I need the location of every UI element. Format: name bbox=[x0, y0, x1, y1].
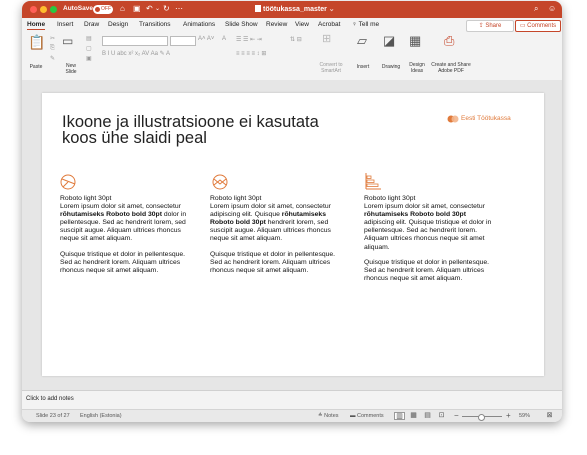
text-column-3[interactable] bbox=[364, 195, 496, 290]
body-text: Roboto light 30pt bbox=[60, 195, 112, 202]
zoom-level[interactable]: 59% bbox=[519, 413, 531, 419]
section-icon[interactable]: ▣ bbox=[86, 56, 92, 62]
zoom-window-button[interactable] bbox=[50, 6, 57, 13]
zoom-in-button[interactable]: + bbox=[506, 411, 511, 420]
slide-sorter-button[interactable]: ▦ bbox=[410, 412, 417, 419]
tab-design[interactable]: Design bbox=[108, 21, 129, 28]
autosave-label: AutoSave bbox=[63, 5, 93, 12]
redo-icon[interactable]: ↻ bbox=[163, 4, 170, 13]
tab-draw[interactable]: Draw bbox=[84, 21, 100, 28]
notes-placeholder[interactable]: Click to add notes bbox=[26, 396, 74, 402]
tab-home[interactable]: Home bbox=[27, 21, 46, 28]
paste-label: Paste bbox=[29, 64, 43, 70]
convert-smartart-label: Convert to SmartArt bbox=[319, 62, 343, 74]
comment-icon: ▬ bbox=[350, 413, 356, 419]
tab-review[interactable]: Review bbox=[266, 21, 288, 28]
tell-me-label: Tell me bbox=[358, 21, 380, 28]
body-text: Lorem ipsum dolor sit amet, consectetur adipiscing elit. Quisque bbox=[210, 203, 331, 219]
share-button[interactable] bbox=[466, 20, 514, 32]
brand-name: Eesti Töötukassa bbox=[461, 115, 511, 122]
font-name-box[interactable] bbox=[102, 36, 168, 46]
ribbon-home bbox=[22, 32, 562, 81]
share-label: Share bbox=[485, 23, 502, 29]
col-paragraph-2: Quisque tristique et dolor in pellentesque. Sed ac hendrerit lorem. Aliquam ultrices rhoncus neque sit amet aliquam. bbox=[60, 250, 186, 274]
comments-button[interactable] bbox=[515, 20, 561, 32]
col-paragraph-1 bbox=[364, 195, 496, 252]
home-icon[interactable]: ⌂ bbox=[120, 4, 125, 13]
smartart-icon[interactable]: ⊞ bbox=[322, 33, 332, 45]
autosave-toggle[interactable]: OFF bbox=[93, 5, 113, 14]
body-text: Lorem ipsum dolor sit amet, consectetur bbox=[364, 203, 485, 211]
powerpoint-window bbox=[22, 1, 562, 422]
emphasis-text: rõhutamiseks Roboto bold 30pt bbox=[210, 211, 326, 227]
emphasis-text: rõhutamiseks Roboto bold 30pt bbox=[60, 211, 162, 219]
emphasis-text: rõhutamiseks Roboto bold 30pt bbox=[364, 211, 466, 219]
new-slide-icon[interactable]: ▭ bbox=[62, 34, 74, 48]
body-text: Roboto light 30pt bbox=[210, 195, 262, 202]
col-paragraph-1 bbox=[60, 195, 188, 244]
fit-to-window-button[interactable]: ⊠ bbox=[546, 412, 553, 419]
undo-dropdown-icon[interactable]: ⌄ bbox=[155, 6, 161, 12]
close-window-button[interactable] bbox=[30, 6, 37, 13]
zoom-out-button[interactable]: − bbox=[454, 411, 459, 420]
shapes-icon[interactable]: ▱ bbox=[357, 33, 367, 48]
tab-view[interactable]: View bbox=[295, 21, 309, 28]
notes-toggle[interactable] bbox=[318, 413, 339, 419]
copy-icon[interactable]: ⎘ bbox=[50, 45, 55, 51]
layout-icon[interactable]: ▤ bbox=[86, 36, 92, 42]
lightbulb-icon: ♀ bbox=[352, 21, 357, 28]
reset-icon[interactable]: ▢ bbox=[86, 46, 92, 52]
slide[interactable] bbox=[42, 93, 544, 376]
cut-icon[interactable]: ✂ bbox=[50, 36, 56, 42]
comments-toggle-label: Comments bbox=[357, 413, 384, 419]
notes-pane[interactable] bbox=[22, 390, 562, 410]
account-icon[interactable]: ☺ bbox=[548, 4, 557, 13]
pie-chart-icon bbox=[60, 174, 78, 190]
insert-label: Insert bbox=[356, 64, 370, 70]
zoom-slider-knob[interactable] bbox=[478, 414, 485, 421]
design-ideas-label: Design Ideas bbox=[409, 62, 425, 74]
drawing-icon[interactable]: ◪ bbox=[383, 33, 396, 48]
font-size-buttons-icon[interactable]: A˄ A˅ bbox=[198, 36, 215, 42]
tell-me[interactable] bbox=[352, 21, 379, 28]
text-direction-icon[interactable]: ⇅ ⊟ bbox=[290, 37, 302, 43]
status-bar bbox=[22, 409, 562, 422]
text-column-2[interactable] bbox=[210, 195, 338, 282]
drawing-label: Drawing bbox=[381, 64, 401, 70]
language-indicator[interactable]: English (Estonia) bbox=[80, 413, 122, 419]
brand-mark-icon bbox=[447, 113, 459, 125]
comments-toggle[interactable] bbox=[350, 413, 384, 419]
body-text: dolor in pellentesque. Sed ac hendrerit lorem, sed suscipit augue. Aliquam ultrices rhoncus neque sit amet aliquam. bbox=[60, 211, 187, 243]
alignment-icon[interactable]: ≡ ≡ ≡ ≡ ↕ ⊞ bbox=[236, 51, 267, 57]
body-text: Lorem ipsum dolor sit amet, consectetur bbox=[60, 203, 181, 211]
tab-insert[interactable]: Insert bbox=[57, 21, 74, 28]
col-paragraph-1 bbox=[210, 195, 338, 244]
body-text: Roboto light 30pt bbox=[364, 195, 416, 202]
bullets-icon[interactable]: ☰ ☰ ⇤ ⇥ bbox=[236, 37, 262, 43]
paste-icon[interactable]: 📋 bbox=[28, 34, 46, 50]
brand-logo bbox=[447, 112, 511, 130]
tab-transitions[interactable]: Transitions bbox=[139, 21, 171, 28]
chevron-down-icon[interactable]: ⌄ bbox=[326, 6, 335, 13]
format-painter-icon[interactable]: ✎ bbox=[50, 56, 56, 62]
undo-icon[interactable]: ↶ bbox=[146, 4, 153, 13]
slide-canvas bbox=[22, 80, 562, 390]
bar-chart-icon bbox=[364, 172, 382, 190]
minimize-window-button[interactable] bbox=[40, 6, 47, 13]
handshake-icon bbox=[210, 174, 230, 190]
create-pdf-label: Create and Share Adobe PDF bbox=[431, 62, 471, 74]
comment-icon: ▭ bbox=[519, 23, 526, 29]
ribbon-tabs bbox=[22, 18, 562, 32]
normal-view-button[interactable]: ▥ bbox=[394, 412, 405, 420]
slide-counter: Slide 23 of 27 bbox=[36, 413, 70, 419]
design-ideas-icon[interactable]: ▦ bbox=[409, 33, 422, 48]
col-paragraph-2: Quisque tristique et dolor in pellentesque. Sed ac hendrerit lorem. Aliquam ultrices rhoncus neque sit amet aliquam. bbox=[364, 258, 490, 282]
save-icon[interactable]: ▣ bbox=[133, 4, 141, 13]
text-column-1[interactable] bbox=[60, 195, 188, 282]
search-icon[interactable]: ⌕ bbox=[534, 4, 539, 13]
body-text: hendrerit lorem, sed suscipit augue. Aliquam ultrices rhoncus neque sit amet aliquam. bbox=[210, 219, 331, 243]
font-size-box[interactable] bbox=[170, 36, 196, 46]
notes-icon: ≙ bbox=[318, 413, 323, 419]
col-paragraph-2: Quisque tristique et dolor in pellentesque. Sed ac hendrerit lorem. Aliquam ultrices rhoncus neque sit amet aliquam. bbox=[210, 250, 336, 274]
slide-title[interactable]: Ikoone ja illustratsioone ei kasutata koos ühe slaidi peal bbox=[62, 113, 319, 147]
document-title bbox=[255, 5, 335, 13]
clear-formatting-icon[interactable]: A bbox=[222, 36, 227, 42]
font-formatting-buttons[interactable]: B I U abc x² x₂ AV Aa ✎ A bbox=[102, 51, 170, 57]
tab-animations[interactable]: Animations bbox=[183, 21, 216, 28]
document-icon bbox=[255, 5, 261, 12]
tab-slide-show[interactable]: Slide Show bbox=[225, 21, 258, 28]
document-title-text: töötukassa_master bbox=[263, 6, 327, 13]
share-icon: ⇪ bbox=[478, 23, 484, 29]
body-text: adipiscing elit. Quisque tristique et dolor in pellentesque. Sed ac hendrerit lorem. Aliquam ultrices rhoncus neque sit amet aliquam. bbox=[364, 219, 492, 251]
tab-acrobat[interactable]: Acrobat bbox=[318, 21, 341, 28]
title-bar bbox=[22, 1, 562, 18]
new-slide-label: New Slide bbox=[65, 63, 77, 75]
comments-label: Comments bbox=[527, 23, 557, 29]
reading-view-button[interactable]: ▤ bbox=[424, 412, 431, 419]
pdf-icon[interactable]: ⎙ bbox=[444, 33, 455, 48]
notes-toggle-label: Notes bbox=[324, 413, 339, 419]
more-commands-icon[interactable]: ⋯ bbox=[175, 4, 183, 13]
slideshow-button[interactable]: ⊡ bbox=[438, 412, 445, 419]
